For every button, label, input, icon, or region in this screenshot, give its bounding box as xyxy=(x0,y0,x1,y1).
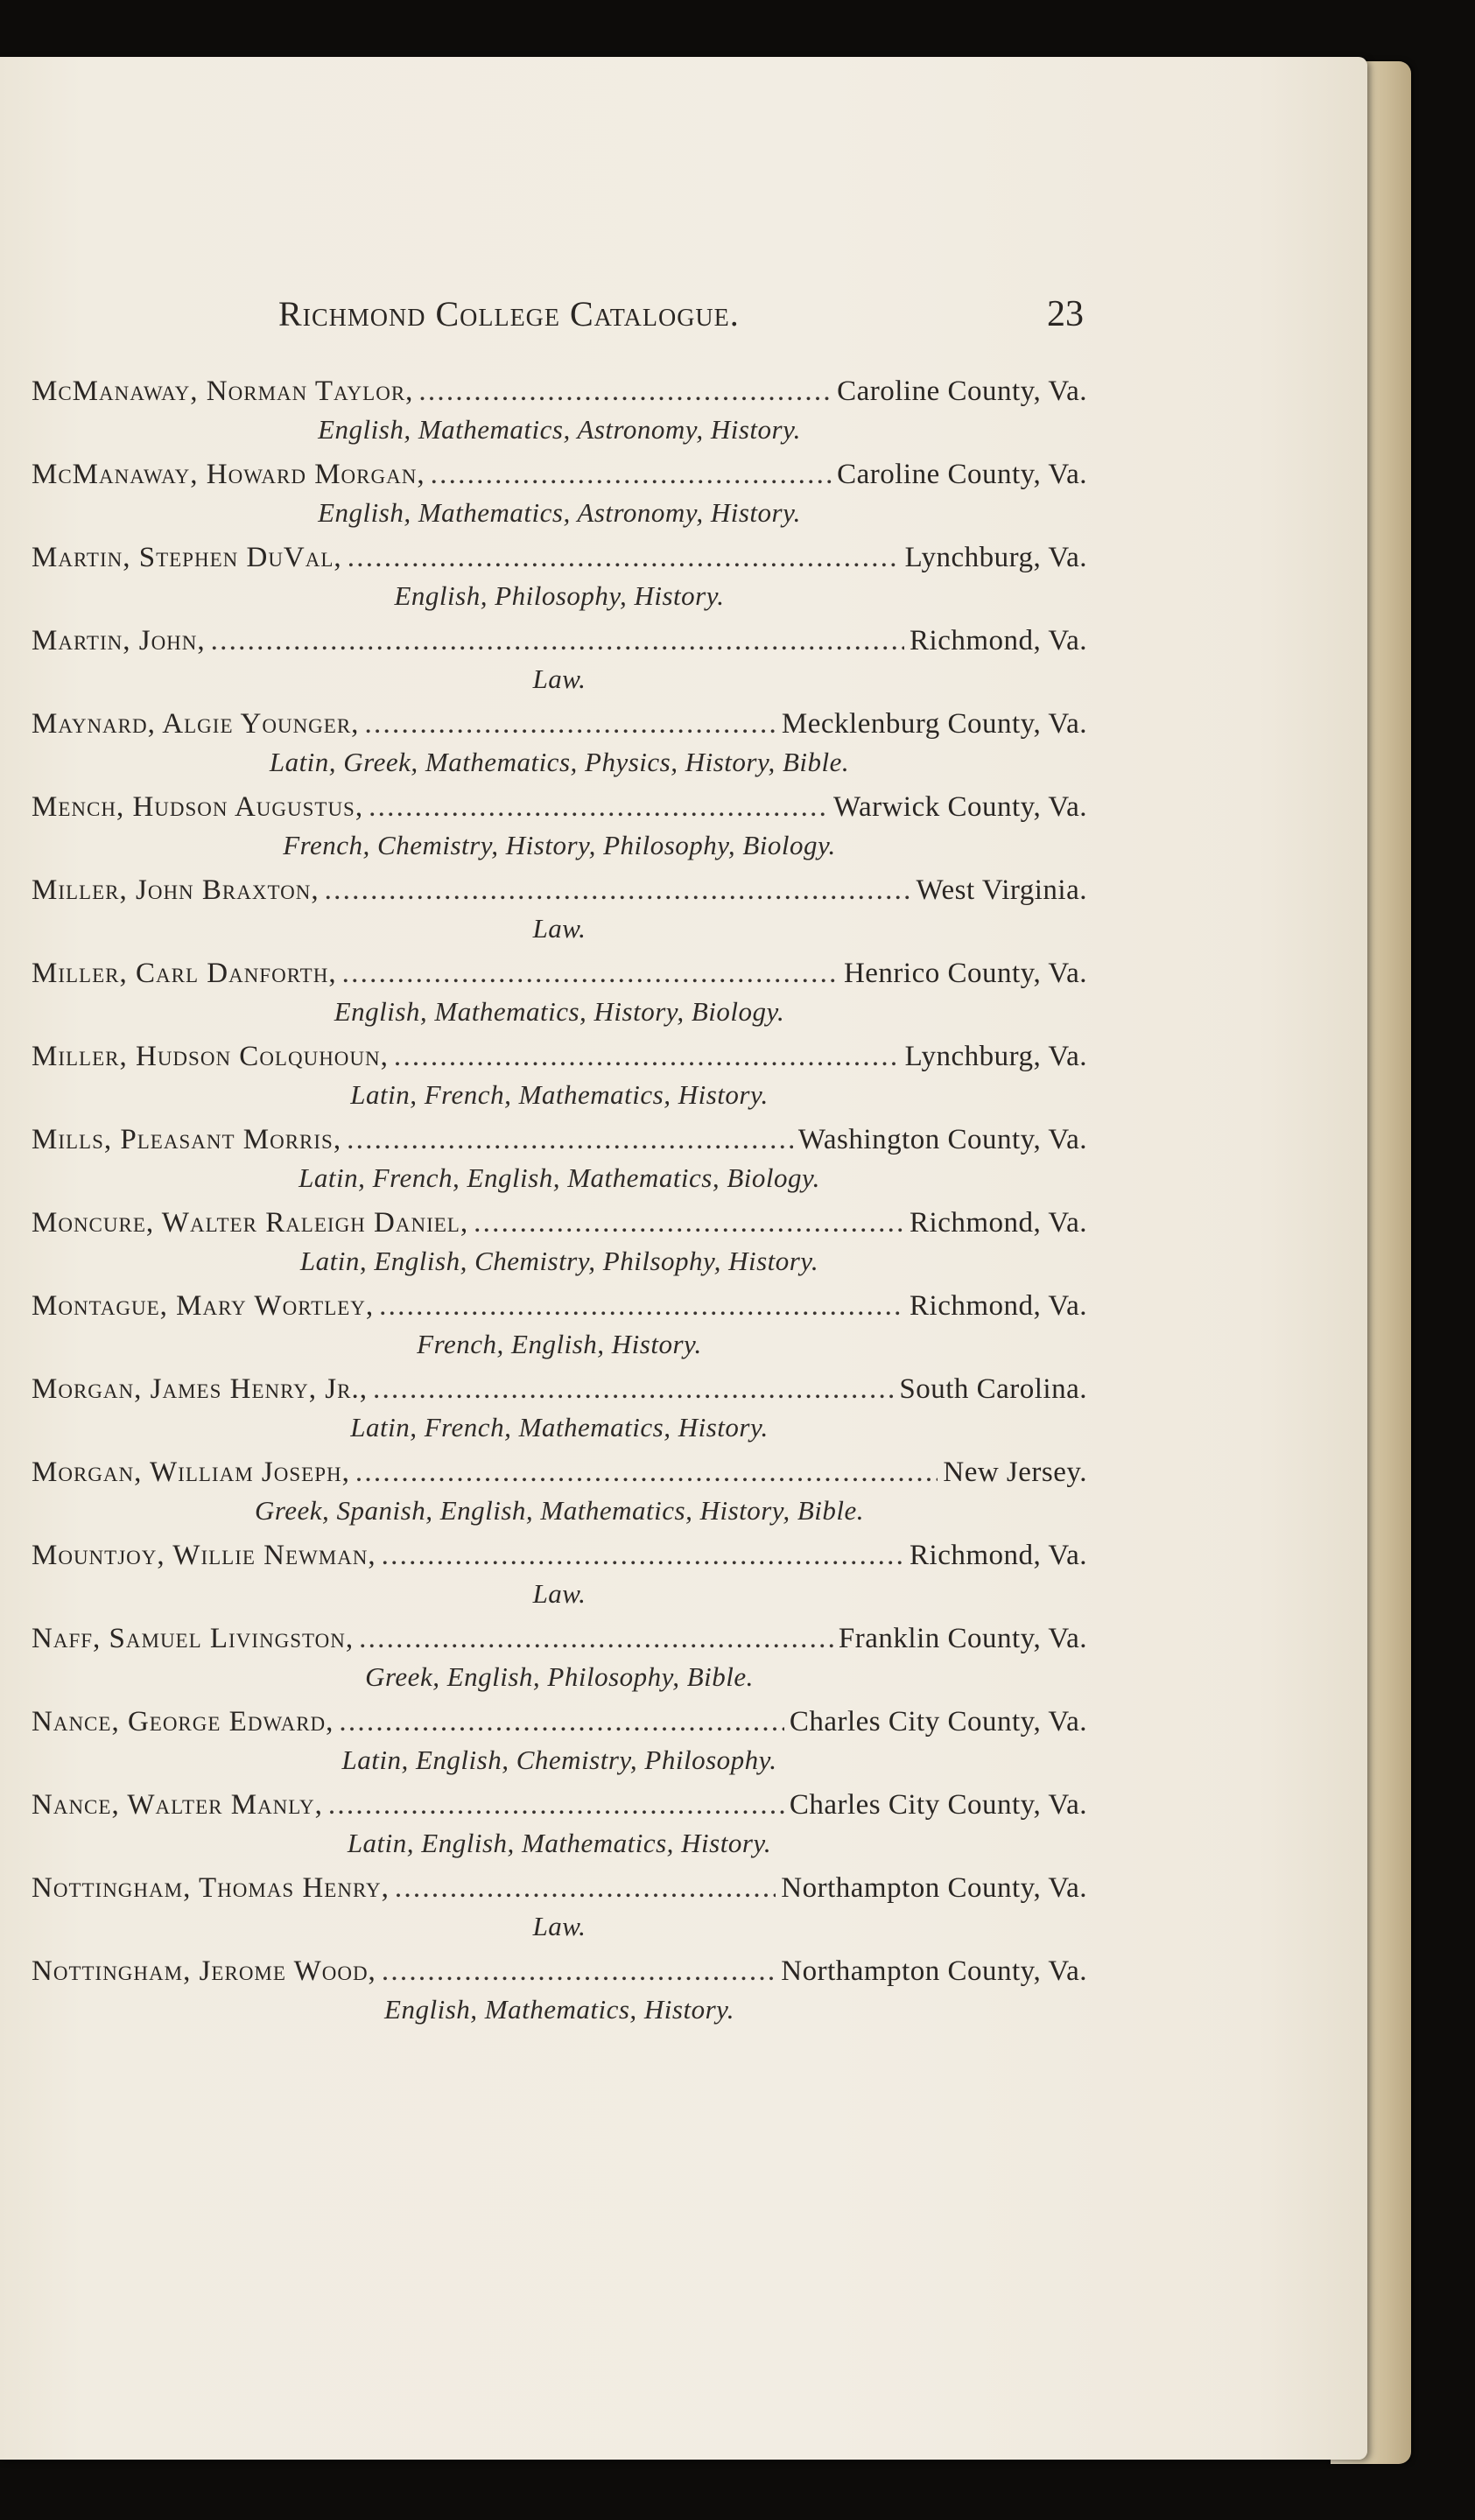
page-header xyxy=(0,293,1367,363)
student-courses: Latin, English, Chemistry, Philosophy. xyxy=(341,1744,777,1775)
dot-leader xyxy=(395,1867,776,1909)
list-item xyxy=(32,1784,1087,1867)
list-item xyxy=(32,869,1087,952)
student-courses: Latin, English, Mathematics, History. xyxy=(347,1828,772,1858)
dot-leader xyxy=(328,1784,784,1826)
student-courses: English, Philosophy, History. xyxy=(394,580,725,611)
student-name: Naff, Samuel Livingston, xyxy=(32,1623,355,1654)
student-name: Mills, Pleasant Morris, xyxy=(32,1124,342,1155)
list-item xyxy=(32,453,1087,537)
dot-leader xyxy=(211,620,904,662)
list-item xyxy=(32,1119,1087,1202)
list-item xyxy=(32,1950,1087,2033)
student-name: Montague, Mary Wortley, xyxy=(32,1290,375,1322)
entry-line xyxy=(32,1285,1087,1327)
student-courses: Greek, Spanish, English, Mathematics, History, Bible. xyxy=(254,1495,865,1526)
entry-line xyxy=(32,952,1087,994)
student-name: Martin, Stephen DuVal, xyxy=(32,542,342,573)
dot-leader xyxy=(342,952,839,994)
list-item xyxy=(32,1202,1087,1285)
entry-line xyxy=(32,537,1087,579)
entry-line xyxy=(32,1451,1087,1493)
entry-line xyxy=(32,1534,1087,1576)
student-name: McManaway, Howard Morgan, xyxy=(32,459,425,490)
student-residence: Lynchburg, Va. xyxy=(904,1041,1087,1072)
list-item xyxy=(32,1867,1087,1950)
catalogue-page xyxy=(0,57,1367,2460)
page-number: 23 xyxy=(1047,294,1084,334)
student-residence: Richmond, Va. xyxy=(910,625,1087,656)
student-name: Moncure, Walter Raleigh Daniel, xyxy=(32,1207,469,1239)
list-item xyxy=(32,1285,1087,1368)
list-item xyxy=(32,703,1087,786)
student-courses: Law. xyxy=(532,1578,586,1609)
student-list xyxy=(32,370,1087,2033)
student-courses: English, Mathematics, Astronomy, History. xyxy=(318,414,801,445)
student-residence: Richmond, Va. xyxy=(910,1540,1087,1571)
student-name: Nottingham, Thomas Henry, xyxy=(32,1872,390,1904)
student-name: Nottingham, Jerome Wood, xyxy=(32,1955,376,1987)
dot-leader xyxy=(474,1202,904,1244)
student-name: Nance, Walter Manly, xyxy=(32,1789,323,1821)
student-residence: Caroline County, Va. xyxy=(837,376,1087,407)
dot-leader xyxy=(339,1701,783,1743)
entry-line xyxy=(32,1618,1087,1660)
student-courses: English, Mathematics, History, Biology. xyxy=(334,996,785,1027)
entry-line xyxy=(32,1701,1087,1743)
student-residence: West Virginia. xyxy=(916,874,1087,906)
dot-leader xyxy=(382,1950,776,1992)
student-residence: Charles City County, Va. xyxy=(789,1789,1087,1821)
entry-line xyxy=(32,703,1087,745)
student-residence: Charles City County, Va. xyxy=(789,1706,1087,1737)
list-item xyxy=(32,620,1087,703)
student-courses: Law. xyxy=(532,1911,586,1941)
student-courses: Latin, French, Mathematics, History. xyxy=(350,1412,769,1443)
list-item xyxy=(32,952,1087,1035)
entry-line xyxy=(32,1867,1087,1909)
student-name: Miller, Carl Danforth, xyxy=(32,958,337,989)
list-item xyxy=(32,1534,1087,1618)
student-residence: Henrico County, Va. xyxy=(843,958,1087,989)
student-residence: Northampton County, Va. xyxy=(781,1955,1087,1987)
student-courses: English, Mathematics, History. xyxy=(384,1994,734,2025)
dot-leader xyxy=(359,1618,833,1660)
dot-leader xyxy=(382,1534,904,1576)
list-item xyxy=(32,370,1087,453)
student-residence: Caroline County, Va. xyxy=(837,459,1087,490)
student-courses: Latin, English, Chemistry, Philsophy, History. xyxy=(299,1246,819,1276)
entry-line xyxy=(32,1119,1087,1161)
student-name: Morgan, William Joseph, xyxy=(32,1457,350,1488)
dot-leader xyxy=(394,1035,900,1077)
student-residence: Northampton County, Va. xyxy=(781,1872,1087,1904)
dot-leader xyxy=(379,1285,904,1327)
dot-leader xyxy=(364,703,776,745)
dot-leader xyxy=(373,1368,894,1410)
student-courses: Law. xyxy=(532,913,586,944)
list-item xyxy=(32,1701,1087,1784)
student-name: Nance, George Edward, xyxy=(32,1706,334,1737)
list-item xyxy=(32,1368,1087,1451)
student-name: Mountjoy, Willie Newman, xyxy=(32,1540,376,1571)
student-residence: Franklin County, Va. xyxy=(838,1623,1087,1654)
list-item xyxy=(32,1618,1087,1701)
student-courses: Latin, French, English, Mathematics, Biology. xyxy=(299,1162,820,1193)
entry-line xyxy=(32,453,1087,495)
dot-leader xyxy=(347,1119,793,1161)
student-name: Miller, Hudson Colquhoun, xyxy=(32,1041,389,1072)
student-residence: South Carolina. xyxy=(899,1373,1087,1405)
list-item xyxy=(32,1035,1087,1119)
student-residence: Mecklenburg County, Va. xyxy=(781,708,1087,740)
entry-line xyxy=(32,370,1087,412)
student-residence: Washington County, Va. xyxy=(797,1124,1087,1155)
student-name: Maynard, Algie Younger, xyxy=(32,708,360,740)
student-courses: English, Mathematics, Astronomy, History. xyxy=(318,497,801,528)
entry-line xyxy=(32,1035,1087,1077)
dot-leader xyxy=(418,370,832,412)
dot-leader xyxy=(431,453,832,495)
student-name: Mench, Hudson Augustus, xyxy=(32,791,364,823)
dot-leader xyxy=(369,786,828,828)
student-residence: Richmond, Va. xyxy=(910,1290,1087,1322)
entry-line xyxy=(32,620,1087,662)
dot-leader xyxy=(348,537,900,579)
entry-line xyxy=(32,1784,1087,1826)
entry-line xyxy=(32,1368,1087,1410)
running-title: Richmond College Catalogue. xyxy=(278,294,740,333)
student-courses: Latin, Greek, Mathematics, Physics, History, Bible. xyxy=(269,747,850,777)
student-courses: Greek, English, Philosophy, Bible. xyxy=(365,1661,754,1692)
entry-line xyxy=(32,1202,1087,1244)
student-name: Martin, John, xyxy=(32,625,206,656)
list-item xyxy=(32,786,1087,869)
list-item xyxy=(32,537,1087,620)
student-courses: French, English, History. xyxy=(417,1329,702,1359)
entry-line xyxy=(32,786,1087,828)
entry-line xyxy=(32,869,1087,911)
student-residence: New Jersey. xyxy=(943,1457,1087,1488)
student-residence: Richmond, Va. xyxy=(910,1207,1087,1239)
student-name: McManaway, Norman Taylor, xyxy=(32,376,414,407)
entry-line xyxy=(32,1950,1087,1992)
list-item xyxy=(32,1451,1087,1534)
student-residence: Warwick County, Va. xyxy=(832,791,1087,823)
student-residence: Lynchburg, Va. xyxy=(904,542,1087,573)
student-courses: Latin, French, Mathematics, History. xyxy=(350,1079,769,1110)
dot-leader xyxy=(325,869,911,911)
student-courses: Law. xyxy=(532,663,586,694)
dot-leader xyxy=(355,1451,938,1493)
student-courses: French, Chemistry, History, Philosophy, Biology. xyxy=(283,830,836,860)
student-name: Morgan, James Henry, Jr., xyxy=(32,1373,368,1405)
student-name: Miller, John Braxton, xyxy=(32,874,320,906)
